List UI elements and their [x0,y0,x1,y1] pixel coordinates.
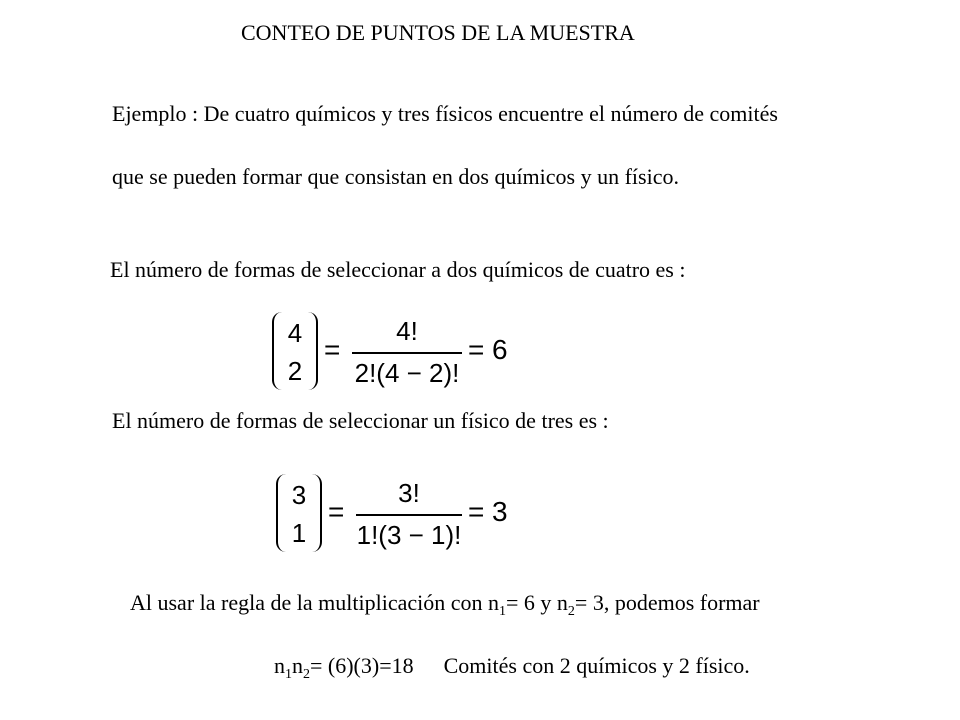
formula-phys [276,474,508,554]
example-line-2: que se pueden formar que consistan en dos químicos y un físico. [112,164,679,189]
fraction [352,312,462,392]
rule-text-post: = 3, podemos formar [574,590,760,615]
equals-sign-2: = [468,334,485,365]
result-sub-2: 2 [303,667,310,682]
result-line [274,653,750,682]
formula-result: 6 [492,334,508,365]
equals-sign: = [324,334,341,365]
rule-text-mid: = 6 y n [505,590,568,615]
fraction [356,474,462,554]
binomial-4-2 [272,312,318,392]
rule-sub-2: 2 [567,604,575,619]
fraction-numerator: 4! [396,316,418,346]
example-line-1: Ejemplo : De cuatro químicos y tres físicos encuentre el número de comités [112,101,778,126]
phys-statement: El número de formas de seleccionar un físico de tres es : [112,408,609,433]
equals-sign: = [328,496,345,527]
result-n2: n [292,653,303,678]
binomial-top: 3 [291,480,307,510]
binomial-bottom: 1 [291,518,307,548]
result-expression: = (6)(3)=18 [310,653,414,678]
result-n1: n [274,653,285,678]
result-sub-1: 1 [285,667,292,682]
binomial-bottom: 2 [287,356,303,386]
result-text: Comités con 2 químicos y 2 físico. [443,653,750,678]
rule-text-pre: Al usar la regla de la multiplicación con n [130,590,499,615]
fraction-denominator: 2!(4 − 2)! [354,358,460,388]
equals-sign-2: = [468,496,485,527]
formula-chem [272,312,508,392]
fraction-bar [356,514,462,516]
rule-sub-1: 1 [498,604,506,619]
multiplication-rule-line [130,590,760,619]
fraction-numerator: 3! [398,478,420,508]
formula-result: 3 [492,496,508,527]
fraction-denominator: 1!(3 − 1)! [356,520,462,550]
binomial-3-1 [276,474,322,554]
fraction-bar [352,352,462,354]
page-title: CONTEO DE PUNTOS DE LA MUESTRA [241,20,635,45]
binomial-top: 4 [287,318,303,348]
chem-statement: El número de formas de seleccionar a dos químicos de cuatro es : [110,257,686,282]
